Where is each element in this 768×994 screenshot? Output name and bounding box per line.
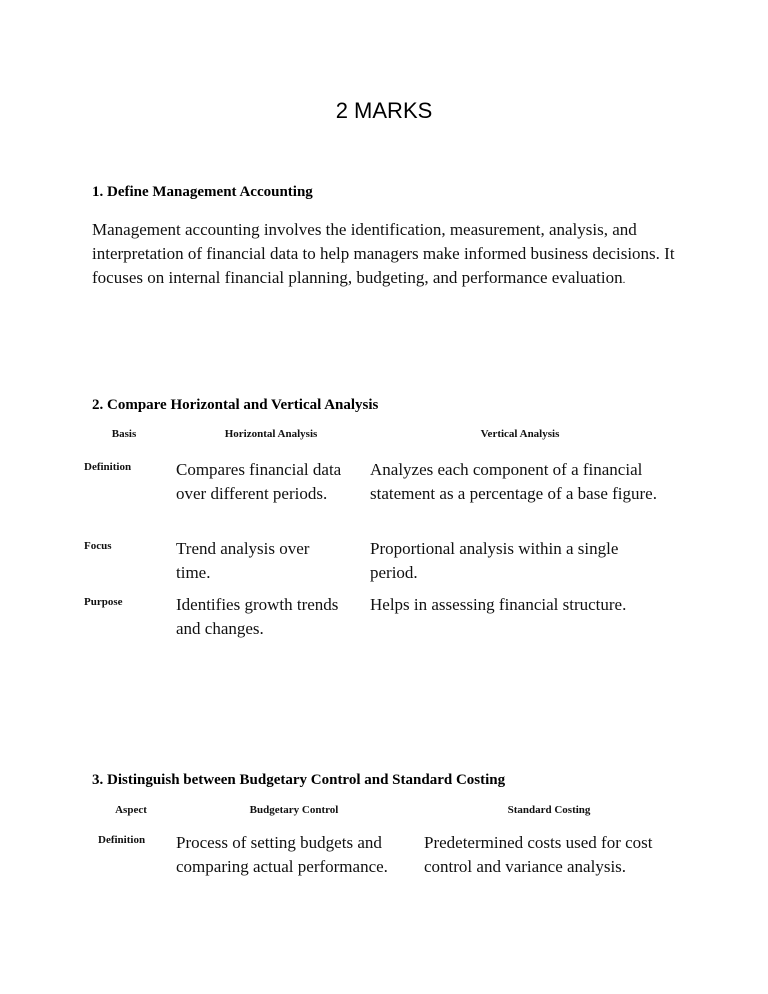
row-label: Definition: [84, 461, 132, 473]
q2-heading: 2. Compare Horizontal and Vertical Analysis: [92, 397, 379, 413]
q3-heading: 3. Distinguish between Budgetary Control and Standard Costing: [92, 772, 506, 788]
row-label: Focus: [84, 540, 112, 552]
row-label: Purpose: [84, 596, 123, 608]
vertical-cell: Proportional analysis within a single period.: [370, 539, 619, 582]
budgetary-cell: Process of setting budgets and comparing actual performance.: [176, 833, 388, 876]
q2-header-vertical: Vertical Analysis: [480, 428, 560, 440]
q1-answer-text: Management accounting involves the identification, measurement, analysis, and interpretation of financial data to help managers make informed business decisions. It focuses on internal financial planning, budgeting, and performance evaluation: [92, 220, 675, 287]
q2-header-basis: Basis: [111, 428, 137, 440]
horizontal-cell: Compares financial data over different periods.: [176, 460, 342, 503]
page-title: 2 MARKS: [335, 98, 433, 123]
q3-header-budgetary: Budgetary Control: [249, 804, 339, 816]
q1-answer-end: .: [622, 274, 626, 286]
q1-answer: [92, 218, 682, 292]
q1-heading: 1. Define Management Accounting: [92, 184, 313, 200]
horizontal-cell: Trend analysis over time.: [176, 539, 310, 582]
q2-header-horizontal: Horizontal Analysis: [224, 428, 318, 440]
horizontal-cell: Identifies growth trends and changes.: [176, 595, 339, 638]
row-label: Definition: [98, 834, 146, 846]
q3-header-aspect: Aspect: [115, 804, 147, 816]
q3-header-standard: Standard Costing: [507, 804, 591, 816]
vertical-cell: Helps in assessing financial structure.: [370, 595, 627, 614]
standard-cell: Predetermined costs used for cost control and variance analysis.: [424, 833, 653, 876]
vertical-cell: Analyzes each component of a financial statement as a percentage of a base figure.: [370, 460, 657, 503]
